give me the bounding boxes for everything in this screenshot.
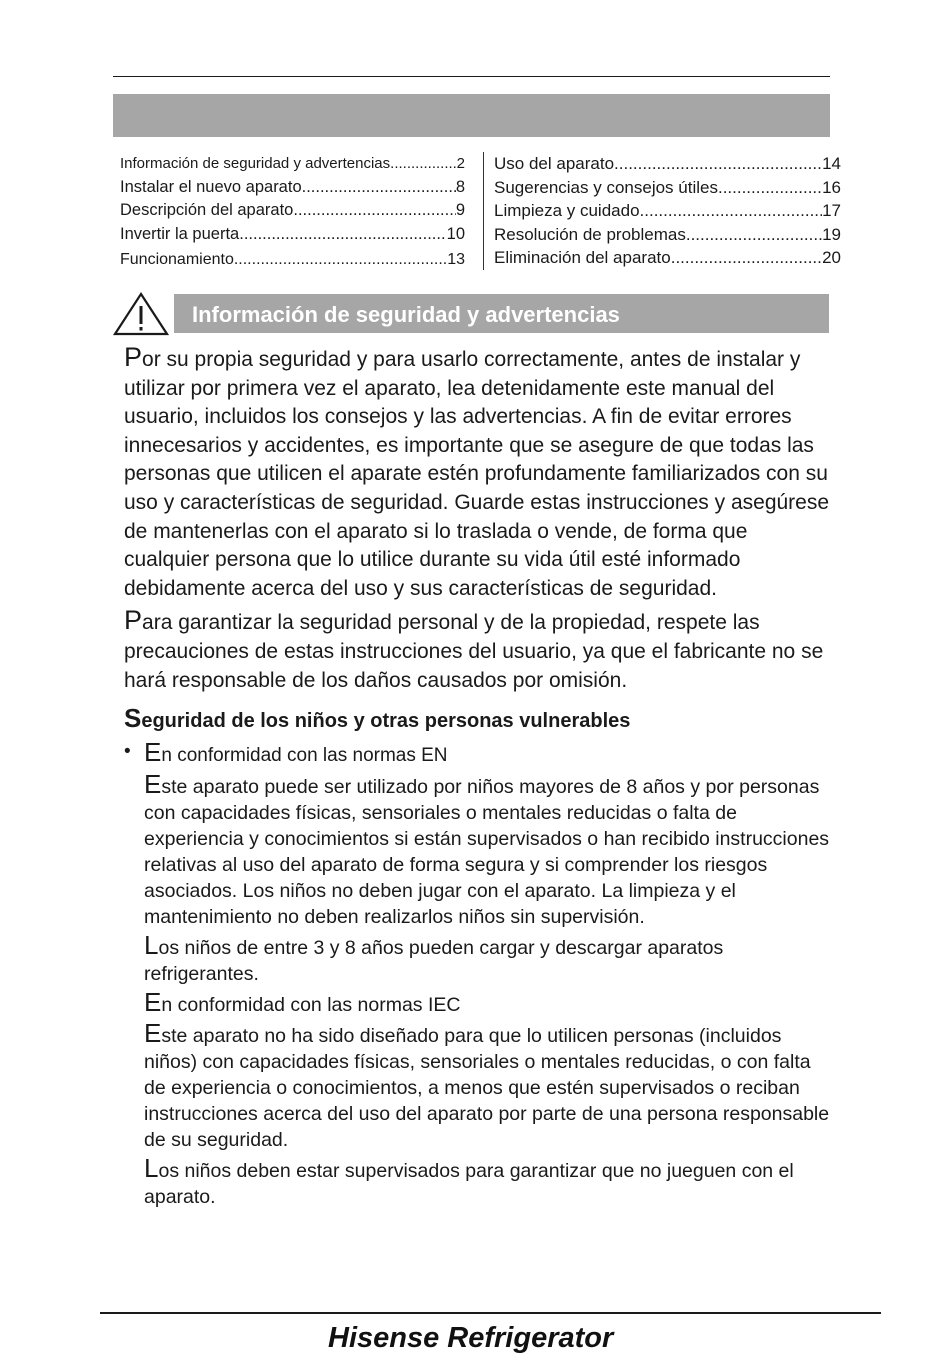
intro-paragraph: Para garantizar la seguridad personal y de la propiedad, respete las precauciones de estas instrucciones del usuario, ya que el fabricante no se hará responsable de los daños causados por omisión. (124, 605, 824, 692)
en-paragraph: Los niños de entre 3 y 8 años pueden cargar y descargar aparatos refrigerantes. (144, 930, 724, 986)
toc-item[interactable]: Instalar el nuevo aparato ..... 8 (120, 176, 465, 200)
bullet-icon: • (124, 741, 131, 763)
toc-item[interactable]: Funcionamiento ..... 13 (120, 248, 465, 272)
iec-heading: En conformidad con las normas IEC (144, 987, 461, 1018)
toc-item[interactable]: Resolución de problemas ..... 19 (494, 223, 841, 247)
toc-item[interactable]: Descripción del aparato ..... 9 (120, 199, 465, 223)
intro-paragraph: Por su propia seguridad y para usarlo correctamente, antes de instalar y utilizar por primera vez el aparato, lea detenidamente este manual del usuario, incluidos los consejos y las advertencias. A fin de evitar errores innecesarios y accidentes, es importante que se asegure de que todas las personas que utilicen el aparate estén profundamente familiarizados con su uso y características de seguridad. Guarde estas instrucciones y asegúrese de mantenerlas con el aparato si lo traslada o vende, de forma que cualquier persona que lo utilice durante su vida útil esté informado debidamente acerca del uso y sus características de seguridad. (124, 342, 830, 600)
toc-item[interactable]: Sugerencias y consejos útiles ..... 16 (494, 176, 841, 200)
toc-item[interactable]: Limpieza y cuidado ..... 17 (494, 199, 841, 223)
bottom-rule (100, 1312, 881, 1314)
warning-triangle-icon (113, 292, 169, 336)
body-text (124, 344, 836, 1212)
toc-left-column (120, 152, 465, 272)
iec-paragraph: Los niños deben estar supervisados para garantizar que no jueguen con el aparato. (144, 1153, 794, 1209)
toc-right-column (483, 152, 841, 270)
top-rule (113, 76, 830, 77)
toc-item[interactable]: Uso del aparato ..... 14 (494, 152, 841, 176)
children-safety-heading: Seguridad de los niños y otras personas vulnerables (124, 703, 631, 734)
toc-item[interactable]: Información de seguridad y advertencias ..... 2 (120, 152, 465, 176)
list-item: • En conformidad con las normas EN (124, 737, 448, 768)
iec-paragraph: Este aparato no ha sido diseñado para que lo utilicen personas (incluidos niños) con capacidades físicas, sensoriales o mentales reducidas, o con falta de experiencia o conocimientos, a menos que estén supervisados o reciban instrucciones acerca del uso del aparato por parte de una persona responsable de su seguridad. (144, 1018, 830, 1152)
toc-item[interactable]: Eliminación del aparato ..... 20 (494, 246, 841, 270)
header-band (113, 94, 830, 137)
en-paragraph: Este aparato puede ser utilizado por niños mayores de 8 años y por personas con capacidades físicas, sensoriales o mentales reducidas o falta de experiencia y conocimientos si están supervisados o han recibido instrucciones relativas al uso del aparato de forma segura y si comprender los riesgos asociados. Los niños no deben jugar con el aparato. La limpieza y el mantenimiento no deben realizarlos niños sin supervisión. (144, 769, 830, 929)
toc-item[interactable]: Invertir la puerta ..... 10 (120, 223, 465, 247)
section-header-band (174, 294, 829, 333)
brand-footer: Hisense Refrigerator (328, 1322, 614, 1354)
section-title: Información de seguridad y advertencias (192, 302, 620, 327)
